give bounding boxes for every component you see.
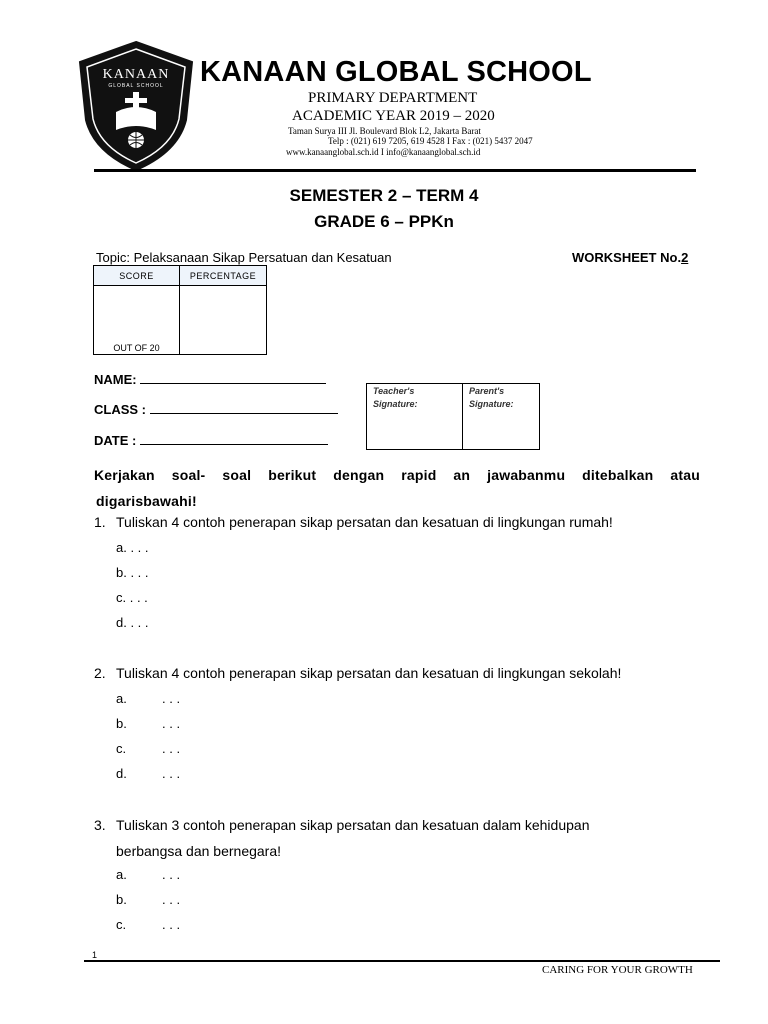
question-3-line-2: berbangsa dan bernegara! (116, 843, 282, 859)
school-address: Taman Surya III Jl. Boulevard Blok L2, Jakarta Barat (288, 126, 481, 136)
question-text: Tuliskan 4 contoh penerapan sikap persatan dan kesatuan di lingkungan rumah! (116, 514, 613, 530)
question-3 (94, 817, 589, 833)
logo-subtext: GLOBAL SCHOOL (108, 83, 164, 89)
option-3a-letter: a. (116, 867, 127, 882)
instruction-line-1: Kerjakan soal- soal berikut dengan rapid an jawabanmu ditebalkan atau (94, 467, 700, 483)
parent-signature-cell[interactable]: Parent's Signature: (463, 384, 540, 450)
option-2a-answer[interactable]: . . . (162, 691, 181, 706)
option-2d-answer[interactable]: . . . (162, 766, 181, 781)
footer-divider (84, 960, 720, 962)
option-2a-letter: a. (116, 691, 127, 706)
class-line[interactable] (150, 401, 338, 414)
option-1a[interactable]: a. . . . (116, 540, 149, 555)
class-label: CLASS : (94, 402, 150, 417)
percentage-cell[interactable] (180, 286, 267, 355)
date-line[interactable] (140, 432, 328, 445)
option-1d[interactable]: d. . . . (116, 615, 149, 630)
score-box (93, 265, 267, 355)
logo-text: KANAAN (102, 67, 170, 82)
question-text: Tuliskan 3 contoh penerapan sikap persatan dan kesatuan dalam kehidupan (116, 817, 590, 833)
percentage-header: PERCENTAGE (180, 266, 267, 286)
option-3b-answer[interactable]: . . . (162, 892, 181, 907)
option-2c-answer[interactable]: . . . (162, 741, 181, 756)
department: PRIMARY DEPARTMENT (308, 90, 478, 106)
date-label: DATE : (94, 433, 140, 448)
option-3b-letter: b. (116, 892, 127, 907)
signature-box (366, 383, 540, 450)
school-name: KANAAN GLOBAL SCHOOL (200, 56, 592, 88)
teacher-signature-cell[interactable]: Teacher's Signature: (367, 384, 463, 450)
instructions (94, 462, 700, 514)
academic-year: ACADEMIC YEAR 2019 – 2020 (292, 108, 495, 124)
question-number: 2. (94, 665, 106, 681)
school-logo (76, 40, 196, 172)
date-field[interactable] (94, 432, 328, 448)
worksheet-label (572, 250, 688, 265)
option-2d-letter: d. (116, 766, 127, 781)
option-2b-answer[interactable]: . . . (162, 716, 181, 731)
worksheet-text: WORKSHEET No. (572, 250, 682, 265)
topic-label: Topic: Pelaksanaan Sikap Persatuan dan Kesatuan (96, 250, 392, 265)
school-web: www.kanaanglobal.sch.id I info@kanaanglobal.sch.id (286, 147, 481, 157)
grade-title: GRADE 6 – PPKn (314, 212, 454, 231)
option-3c-letter: c. (116, 917, 127, 932)
name-line[interactable] (140, 371, 326, 384)
question-1 (94, 514, 613, 530)
option-2c-letter: c. (116, 741, 127, 756)
name-label: NAME: (94, 372, 141, 387)
option-1c[interactable]: c. . . . (116, 590, 148, 605)
question-text: Tuliskan 4 contoh penerapan sikap persatan dan kesatuan di lingkungan sekolah! (116, 665, 622, 681)
worksheet-number: 2 (681, 250, 689, 265)
instruction-line-2: digarisbawahi! (96, 493, 197, 509)
score-header: SCORE (94, 266, 180, 286)
option-3a-answer[interactable]: . . . (162, 867, 181, 882)
question-2 (94, 665, 621, 681)
name-field[interactable] (94, 371, 326, 387)
option-3c-answer[interactable]: . . . (162, 917, 181, 932)
question-number: 3. (94, 817, 106, 833)
class-field[interactable] (94, 401, 338, 417)
question-number: 1. (94, 514, 106, 530)
score-cell[interactable] (94, 286, 180, 355)
school-phone: Telp : (021) 619 7205, 619 4528 I Fax : (021) 5437 2047 (328, 136, 533, 146)
page-number: 1 (92, 950, 98, 960)
out-of-label: OUT OF 20 (113, 343, 160, 353)
option-1b[interactable]: b. . . . (116, 565, 149, 580)
semester-title: SEMESTER 2 – TERM 4 (289, 186, 479, 205)
header-divider (94, 169, 696, 172)
option-2b-letter: b. (116, 716, 127, 731)
footer-tagline: CARING FOR YOUR GROWTH (542, 964, 693, 976)
